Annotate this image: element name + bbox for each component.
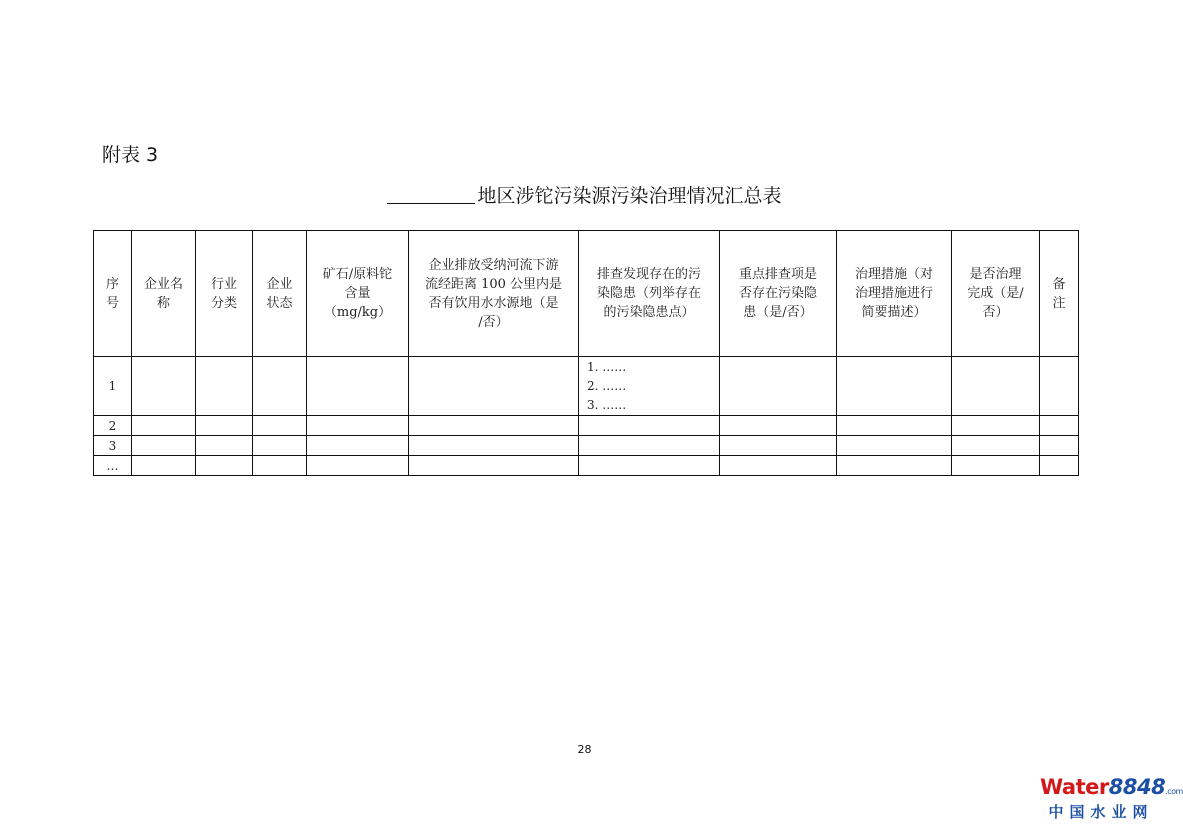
hazard-item: 2. …… [587,378,627,393]
appendix-label: 附表 3 [102,144,159,166]
table-row [94,357,1079,416]
row-number: 1 [94,357,132,416]
document-title [0,181,1169,208]
hazard-item: 3. …… [587,397,627,412]
header-remarks: 备 注 [1040,231,1079,357]
table-row [94,456,1079,476]
page-number: 28 [577,743,592,756]
document-title-text: 地区涉铊污染源污染治理情况汇总表 [477,185,782,207]
row-number: … [94,456,132,476]
header-company-name: 企业名 称 [132,231,196,357]
header-remediation-measures: 治理措施（对 治理措施进行 简要描述） [837,231,952,357]
header-thallium-content: 矿石/原料铊 含量 （mg/kg） [307,231,409,357]
table-row [94,416,1079,436]
row-number: 2 [94,416,132,436]
hazard-items-cell [579,357,720,416]
pollution-summary-table [93,230,1079,476]
header-drinking-water-source: 企业排放受纳河流下游 流经距离 100 公里内是 否有饮用水水源地（是 /否） [409,231,579,357]
table-row [94,436,1079,456]
water8848-logo [1040,775,1183,821]
row-number: 3 [94,436,132,456]
logo-chinese-name: 中国水业网 [1048,803,1154,821]
region-blank-line [387,185,475,204]
logo-wordmark: Water8848.com [1040,775,1183,799]
header-row [94,231,1079,357]
header-serial-number: 序 号 [94,231,132,357]
header-remediation-completed: 是否治理 完成（是/ 否） [952,231,1040,357]
header-industry-category: 行业 分类 [196,231,253,357]
header-pollution-hazards: 排查发现存在的污 染隐患（列举存在 的污染隐患点） [579,231,720,357]
hazard-item: 1. …… [587,359,627,374]
header-company-status: 企业 状态 [253,231,307,357]
header-key-inspection-hazard: 重点排查项是 否存在污染隐 患（是/否） [720,231,837,357]
